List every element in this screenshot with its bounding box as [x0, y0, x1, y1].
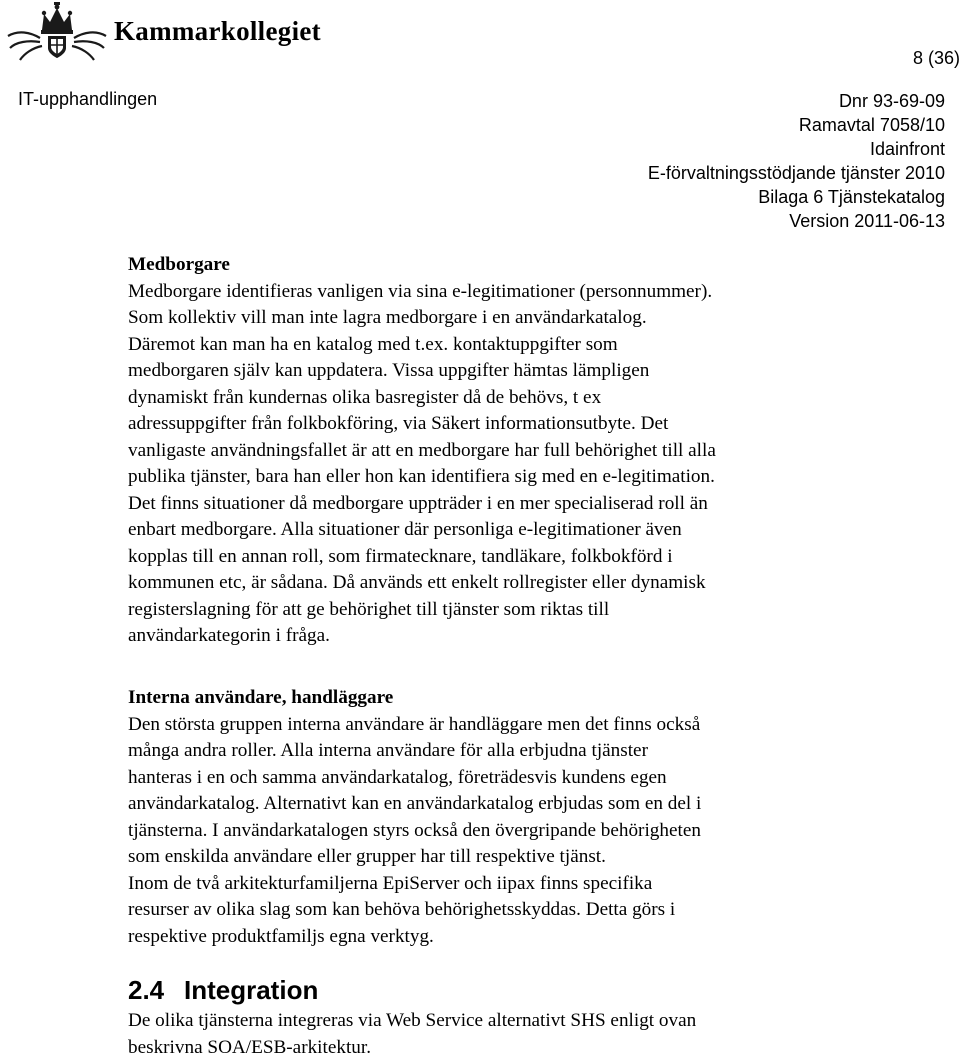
- framework-agreement: Ramavtal 7058/10: [798, 115, 945, 135]
- document-info-block: [648, 89, 945, 233]
- section-paragraph: Inom de två arkitekturfamiljerna EpiServer och iipax finns specifika resurser av olika slag som kan behöva behörighetsskyddas. Detta görs i respektive produktfamiljs egna verktyg.: [128, 872, 676, 947]
- document-title: IT-upphandlingen: [18, 89, 158, 109]
- logo-text: Kammarkollegiet: [114, 16, 321, 46]
- kammarkollegiet-logo: [0, 0, 330, 68]
- appendix-title: Bilaga 6 Tjänstekatalog: [758, 187, 945, 207]
- chapter-heading: [128, 975, 318, 1006]
- chapter-number: 2.4: [128, 975, 165, 1005]
- section-medborgare: [128, 252, 938, 650]
- procurement-area: E-förvaltningsstödjande tjänster 2010: [647, 163, 945, 183]
- section-paragraph: Den största gruppen interna användare är handläggare men det finns också många andra roller. Alla interna användare för alla erbjudna tjänster hanteras i en och samma användarkatalog, företrädesvis kundens egen användarkatalog. Alternativt kan en användarkatalog erbjudas som en del i tjänsterna. I användarkatalogen styrs också den övergripande behörigheten som enskilda användare eller grupper har till respektive tjänst.: [128, 713, 702, 867]
- document-version: Version 2011-06-13: [789, 211, 945, 231]
- supplier-name: Idainfront: [869, 139, 945, 159]
- section-integration: [128, 1008, 938, 1061]
- section-paragraph: Medborgare identifieras vanligen via sina e-legitimationer (personnummer). Som kollektiv vill man inte lagra medborgare i en användarkatalog. Däremot kan man ha en katalog med t.ex. kontaktuppgifter som medborgaren själv kan uppdatera. Vissa uppgifter hämtas lämpligen dynamiskt från kundernas olika basregister då de behövs, t ex adressuppgifter från folkbokföring, via Säkert informationsutbyte. Det vanligaste användningsfallet är att en medborgare har full behörighet till alla publika tjänster, bara han eller hon kan identifiera sig med en e-legitimation. Det finns situationer då medborgare uppträder i en mer specialiserad roll än enbart medborgare. Alla situationer där personliga e-legitimationer även kopplas till en annan roll, som firmatecknare, tandläkare, folkbokförd i kommunen etc, är sådana. Då används ett enkelt rollregister eller dynamisk registerslagning för att ge behörighet till tjänster som riktas till användarkategorin i fråga.: [128, 280, 716, 646]
- chapter-title: Integration: [184, 975, 319, 1005]
- document-reference-number: Dnr 93-69-09: [838, 91, 945, 111]
- section-heading: Medborgare: [128, 254, 230, 275]
- section-paragraph: De olika tjänsterna integreras via Web Service alternativt SHS enligt ovan beskrivna SOA/ESB-arkitektur.: [128, 1010, 697, 1058]
- crown-crest-icon: [4, 2, 110, 64]
- section-interna-anvandare: [128, 685, 938, 950]
- page-number: 8 (36): [912, 48, 960, 68]
- section-heading: Interna användare, handläggare: [128, 687, 394, 708]
